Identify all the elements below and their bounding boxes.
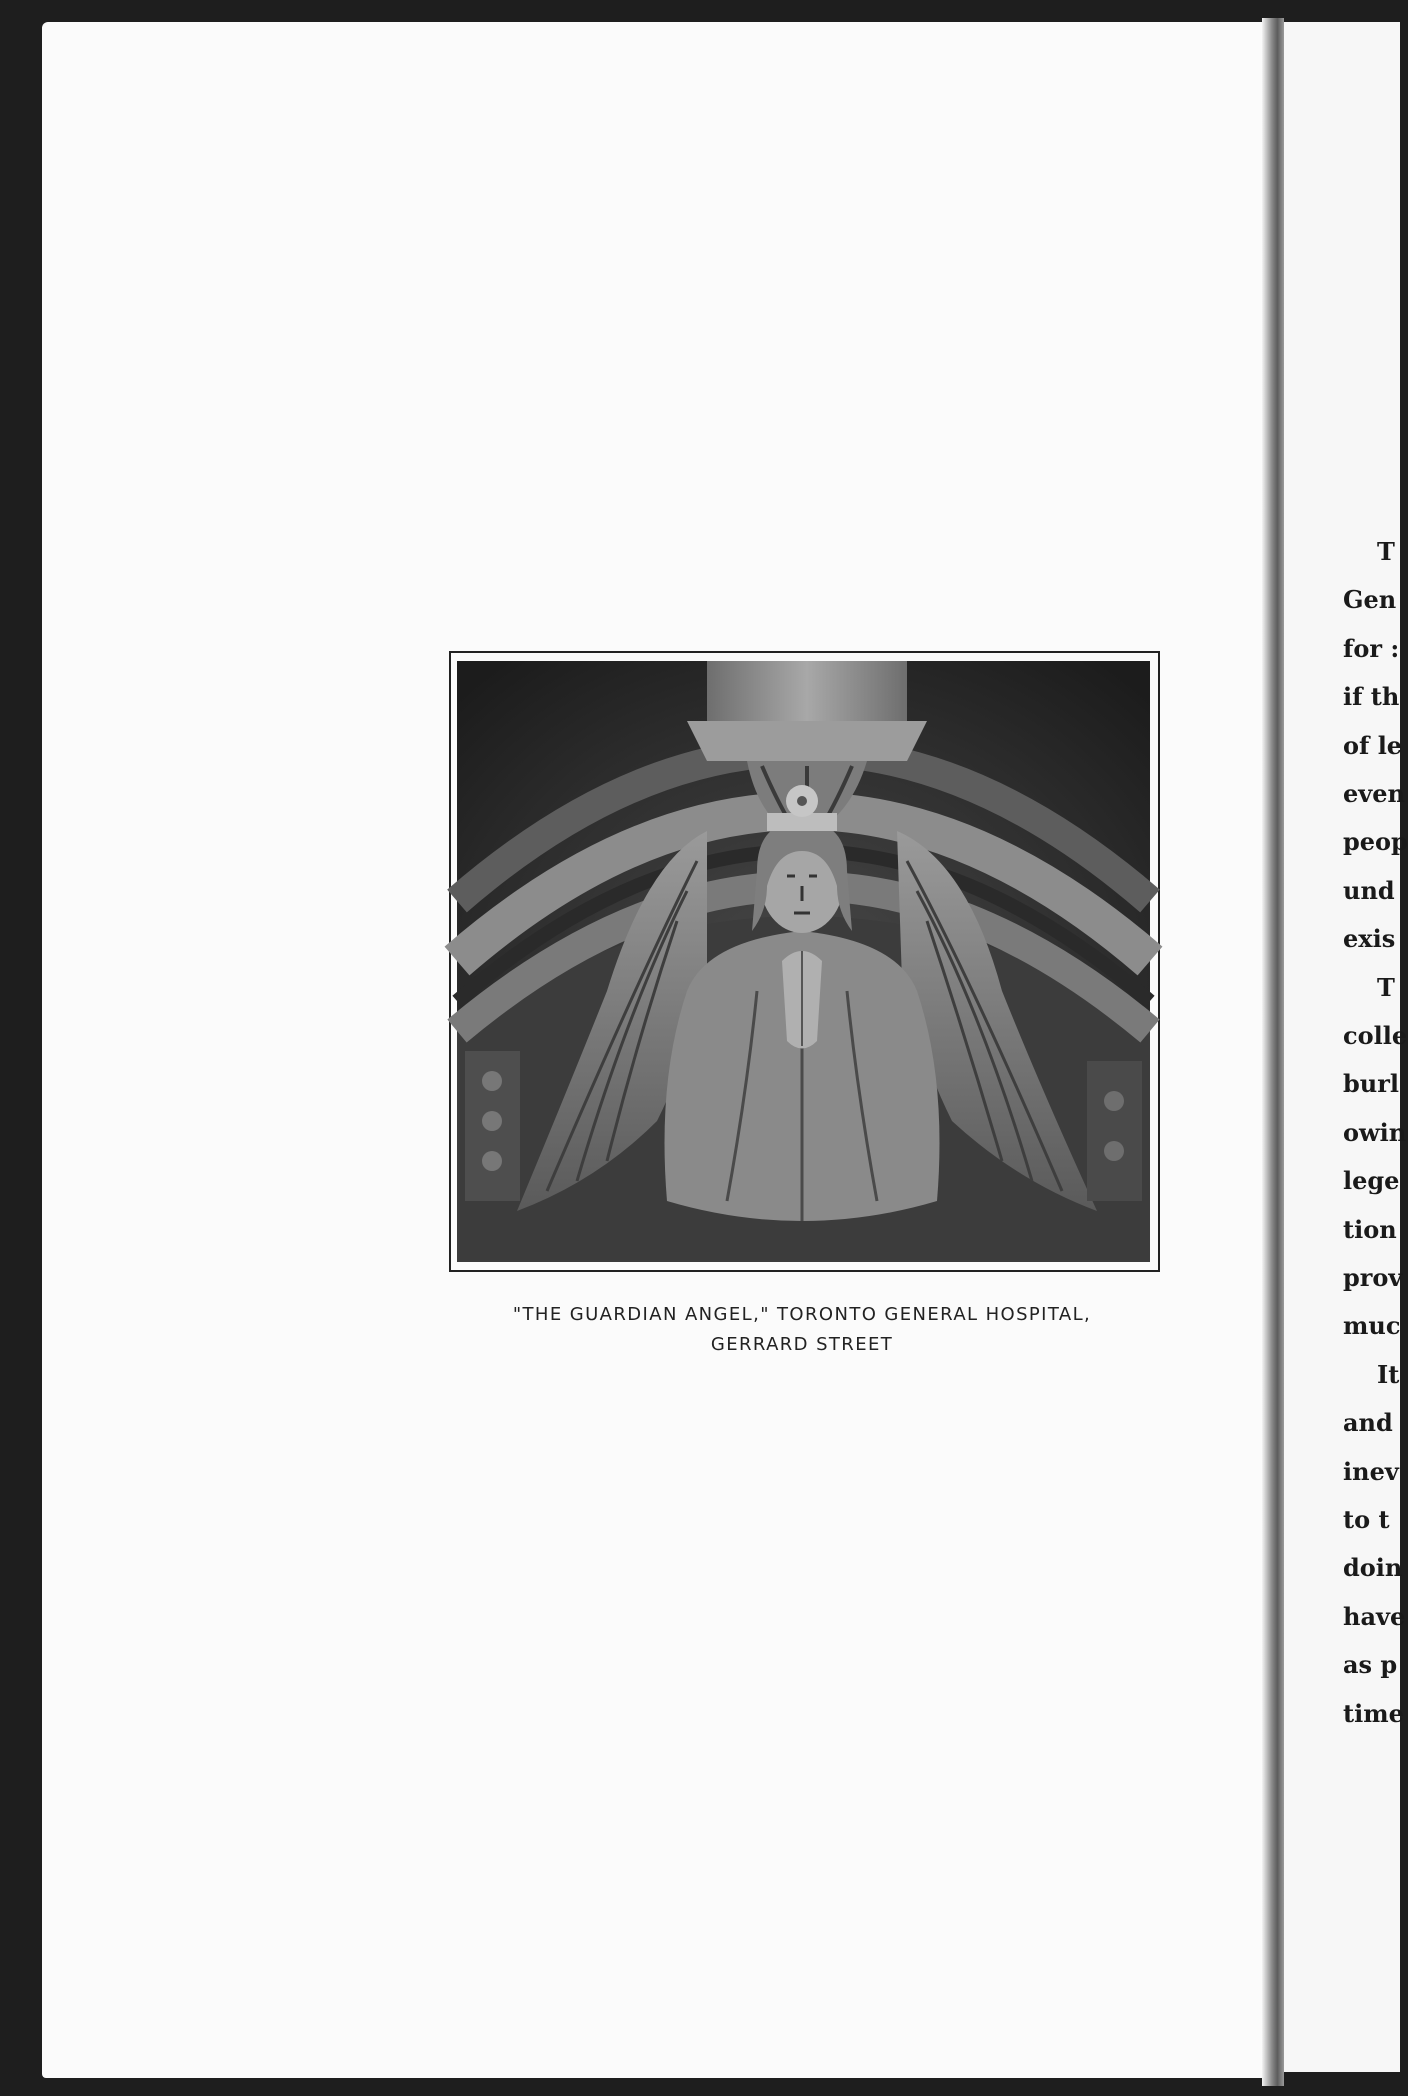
text-fragment: T	[1377, 972, 1395, 1002]
caption-line-1: "THE GUARDIAN ANGEL," TORONTO GENERAL HOSPITAL,	[512, 1304, 1092, 1325]
text-fragment: tion	[1343, 1214, 1397, 1244]
text-fragment: doin	[1343, 1553, 1403, 1583]
book-gutter	[1262, 18, 1284, 2086]
text-fragment: Gen	[1343, 585, 1397, 615]
text-fragment: for :	[1343, 633, 1400, 663]
text-fragment: even	[1343, 779, 1405, 808]
text-fragment: exis	[1343, 924, 1396, 954]
text-fragment: T	[1377, 537, 1395, 566]
photo-frame	[449, 651, 1160, 1272]
text-fragment: and	[1343, 1408, 1393, 1438]
guardian-angel-sculpture-photo	[457, 661, 1150, 1262]
text-fragment: colle	[1343, 1021, 1408, 1050]
left-page	[42, 22, 1267, 2078]
text-fragment: und	[1343, 875, 1395, 905]
photo-caption	[422, 1300, 1182, 1360]
text-fragment: owin	[1343, 1117, 1407, 1147]
text-fragment: time	[1343, 1698, 1404, 1728]
text-fragment: to t	[1343, 1505, 1390, 1534]
text-fragment: lege	[1343, 1166, 1400, 1196]
text-fragment: It	[1377, 1359, 1400, 1389]
text-fragment: of le	[1343, 730, 1403, 760]
text-fragment: inev	[1343, 1456, 1399, 1486]
text-fragment: as p	[1343, 1650, 1398, 1680]
text-fragment: prov	[1343, 1263, 1403, 1292]
text-fragment: muc	[1343, 1311, 1401, 1341]
text-fragment: peop	[1343, 827, 1408, 857]
text-fragment: if th	[1343, 682, 1400, 712]
caption-line-2: GERRARD STREET	[710, 1334, 894, 1355]
text-fragment: burl	[1343, 1069, 1399, 1099]
text-fragment: have	[1343, 1601, 1406, 1631]
